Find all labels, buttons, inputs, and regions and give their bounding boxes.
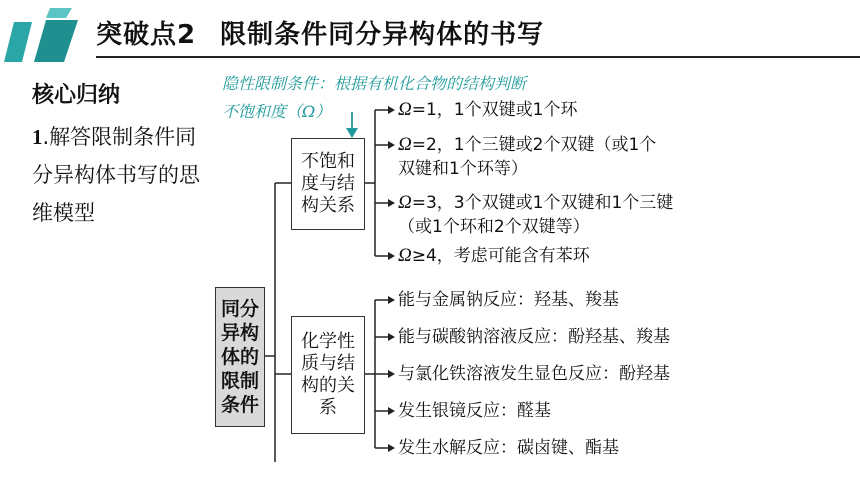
omega-symbol: Ω [398, 192, 412, 213]
side-description [32, 118, 208, 232]
branch-unsaturation [291, 138, 365, 230]
property-item-3: 与氯化铁溶液发生显色反应：酚羟基 [398, 364, 670, 384]
property-item-2: 能与碳酸钠溶液反应：酚羟基、羧基 [398, 327, 670, 347]
side-heading: 核心归纳 [32, 83, 121, 108]
item-text: =1，1个双键或1个环 [411, 100, 578, 120]
omega-symbol: Ω [398, 245, 412, 266]
unsaturation-item-2 [398, 133, 656, 181]
header-rule [96, 56, 860, 58]
unsaturation-item-4 [398, 244, 590, 268]
property-item-1: 能与金属钠反应：羟基、羧基 [398, 290, 619, 310]
header-decoration [0, 0, 96, 64]
root-label: 同分异构体的限制条件 [220, 298, 259, 416]
unsaturation-item-3 [398, 191, 673, 239]
omega-symbol: Ω [398, 134, 412, 155]
title-text: 限制条件同分异构体的书写 [220, 20, 545, 50]
omega-symbol: Ω [398, 99, 412, 120]
item-text: =3，3个双键或1个双键和1个三键 [411, 193, 674, 213]
page-title [96, 14, 544, 51]
branch-unsaturation-label: 不饱和度与结构关系 [301, 151, 355, 216]
note-line-1: 隐性限制条件：根据有机化合物的结构判断 [222, 74, 527, 93]
branch-chemical-properties [291, 316, 365, 434]
unsaturation-item-1 [398, 98, 577, 122]
item-number: 1 [32, 125, 43, 149]
property-item-5: 发生水解反应：碳卤键、酯基 [398, 438, 619, 458]
item-continuation: 双键和1个环等） [398, 159, 528, 179]
branch-chemical-label: 化学性质与结构的关系 [301, 331, 355, 418]
item-text: =2，1个三键或2个双键（或1个 [411, 135, 657, 155]
item-text: ≥4，考虑可能含有苯环 [411, 246, 590, 266]
property-item-4: 发生银镜反应：醛基 [398, 401, 551, 421]
item-text: .解答限制条件同分异构体书写的思维模型 [32, 125, 200, 225]
root-node [215, 287, 265, 427]
item-continuation: （或1个环和2个双键等） [398, 217, 590, 237]
section-label: 突破点2 [96, 20, 197, 50]
note-line-2: 不饱和度（Ω） [222, 102, 332, 121]
